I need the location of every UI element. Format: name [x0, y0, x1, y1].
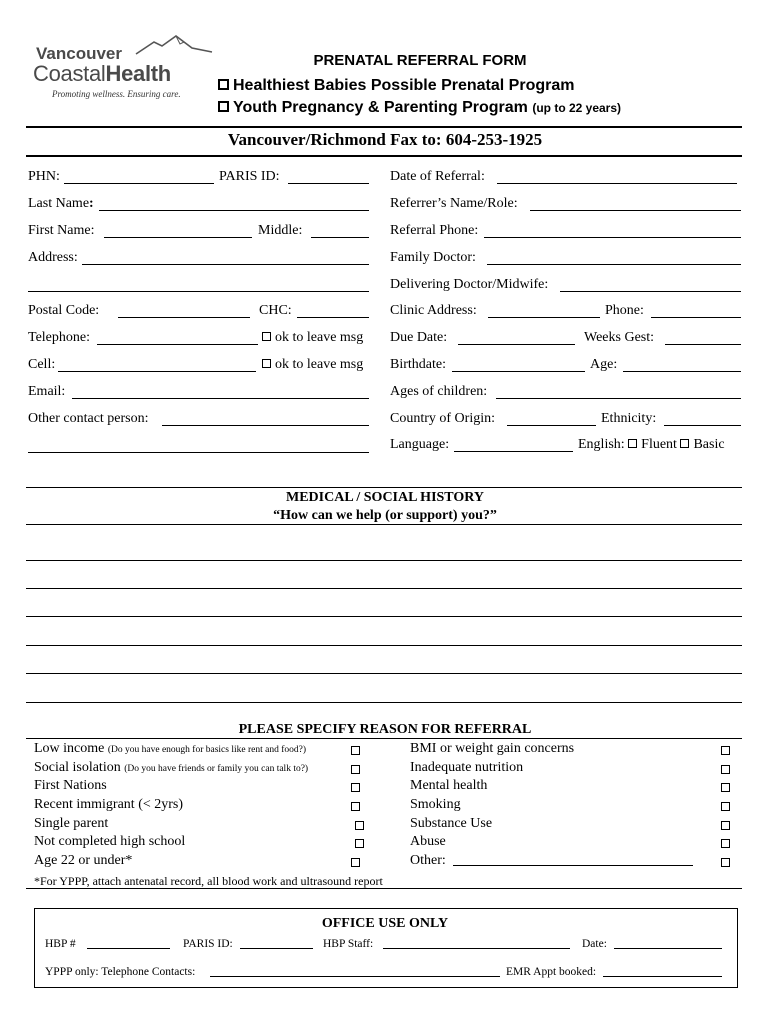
checkbox-reason[interactable] [721, 746, 730, 755]
reason-label: First Nations [34, 778, 107, 793]
phn-field[interactable] [64, 183, 214, 184]
yppp-field[interactable] [210, 976, 500, 977]
checkbox-reason[interactable] [721, 783, 730, 792]
country-field[interactable] [507, 425, 596, 426]
telephone-label: Telephone: [28, 330, 90, 345]
program-hbp [218, 77, 574, 95]
last-name-field[interactable] [99, 210, 369, 211]
family-doctor-label: Family Doctor: [390, 250, 476, 265]
reason-label: Age 22 or under* [34, 853, 133, 868]
reasons-title: PLEASE SPECIFY REASON FOR REFERRAL [238, 722, 532, 737]
checkbox-reason[interactable] [351, 858, 360, 867]
last-name-colon: : [89, 196, 94, 211]
reason-left-item [34, 834, 185, 850]
referrer-field[interactable] [530, 210, 741, 211]
postal-code-field[interactable] [118, 317, 250, 318]
emr-field[interactable] [603, 976, 722, 977]
checkbox-reason[interactable] [351, 783, 360, 792]
cell-field[interactable] [58, 371, 256, 372]
logo-health: Health [105, 61, 171, 86]
address-label: Address: [28, 250, 78, 265]
ok-msg-label: ok to leave msg [275, 330, 364, 345]
cell-label: Cell: [28, 357, 56, 372]
telephone-field[interactable] [97, 344, 258, 345]
phn-label: PHN: [28, 169, 60, 184]
address-field[interactable] [82, 264, 369, 265]
age-label: Age: [590, 357, 618, 372]
checkbox-cell-msg[interactable] [262, 359, 271, 368]
checkbox-reason[interactable] [351, 765, 360, 774]
ethnicity-field[interactable] [664, 425, 741, 426]
reason-label: Recent immigrant (< 2yrs) [34, 797, 184, 812]
checkbox-reason[interactable] [351, 746, 360, 755]
age-field[interactable] [623, 371, 741, 372]
last-name-text: Last Name [28, 196, 90, 211]
reason-note: (Do you have friends or family you can talk to?) [124, 764, 309, 774]
yppp-label: YPPP only: Telephone Contacts: [45, 966, 196, 978]
reason-right-item: BMI or weight gain concerns [410, 741, 575, 756]
divider [26, 738, 742, 739]
reason-right-item: Mental health [410, 778, 488, 793]
first-name-field[interactable] [104, 237, 252, 238]
history-title: MEDICAL / SOCIAL HISTORY [285, 490, 485, 505]
weeks-gest-field[interactable] [665, 344, 741, 345]
form-title: PRENATAL REFERRAL FORM [313, 52, 527, 69]
ethnicity-label: Ethnicity: [601, 411, 657, 426]
hbp-label: HBP # [45, 938, 76, 950]
emr-label: EMR Appt booked: [506, 966, 597, 978]
checkbox-reason[interactable] [721, 765, 730, 774]
checkbox-reason[interactable] [351, 802, 360, 811]
middle-field[interactable] [311, 237, 369, 238]
staff-label: HBP Staff: [323, 938, 374, 950]
reason-left-item [34, 741, 306, 758]
checkbox-reason[interactable] [721, 839, 730, 848]
staff-field[interactable] [383, 948, 570, 949]
program-yppp-note: (up to 22 years) [532, 101, 622, 115]
referral-phone-field[interactable] [484, 237, 741, 238]
reason-note: (Do you have enough for basics like rent and food?) [107, 745, 306, 755]
ages-children-field[interactable] [496, 398, 741, 399]
clinic-address-field[interactable] [488, 317, 600, 318]
reason-label: Low income [34, 741, 105, 756]
history-subtitle: “How can we help (or support) you?” [273, 508, 497, 523]
reason-left-item [34, 797, 183, 813]
due-date-field[interactable] [458, 344, 575, 345]
program-hbp-label: Healthiest Babies Possible Prenatal Program [233, 77, 575, 94]
ok-msg-label: ok to leave msg [275, 357, 364, 372]
logo-coastal: Coastal [33, 61, 106, 86]
reason-label: Single parent [34, 816, 109, 831]
english-label: English: [578, 437, 625, 452]
fax-number: Vancouver/Richmond Fax to: 604-253-1925 [227, 130, 543, 149]
last-name-label [28, 196, 94, 212]
history-line[interactable] [26, 616, 742, 617]
checkbox-reason[interactable] [721, 821, 730, 830]
phone-label: Phone: [605, 303, 644, 318]
delivering-label: Delivering Doctor/Midwife: [390, 277, 549, 292]
history-line[interactable] [26, 673, 742, 674]
history-line[interactable] [26, 560, 742, 561]
history-line[interactable] [26, 588, 742, 589]
paris-office-field[interactable] [240, 948, 313, 949]
history-line[interactable] [26, 645, 742, 646]
fluent-label: Fluent [641, 437, 677, 452]
clinic-address-label: Clinic Address: [390, 303, 477, 318]
birthdate-label: Birthdate: [390, 357, 446, 372]
reason-right-item: Other: [410, 853, 446, 868]
program-yppp-label: Youth Pregnancy & Parenting Program [233, 99, 528, 116]
divider [26, 487, 742, 488]
history-line[interactable] [26, 524, 742, 525]
cell-ok-msg [262, 357, 363, 373]
reason-right-item: Abuse [410, 834, 446, 849]
office-date-field[interactable] [614, 948, 722, 949]
middle-label: Middle: [258, 223, 303, 238]
reason-left-item [34, 853, 132, 869]
other-contact-label: Other contact person: [28, 411, 149, 426]
chc-label: CHC: [259, 303, 292, 318]
english-options [578, 437, 725, 453]
basic-label: Basic [693, 437, 725, 452]
date-referral-field[interactable] [497, 183, 737, 184]
address-field-line2[interactable] [28, 291, 369, 292]
delivering-field[interactable] [560, 291, 741, 292]
email-field[interactable] [72, 398, 369, 399]
divider [26, 155, 742, 157]
reason-right-item: Smoking [410, 797, 461, 812]
reason-label: Not completed high school [34, 834, 186, 849]
weeks-gest-label: Weeks Gest: [584, 330, 655, 345]
family-doctor-field[interactable] [487, 264, 741, 265]
checkbox-fluent[interactable] [628, 439, 637, 448]
checkbox-reason[interactable] [721, 858, 730, 867]
reason-right-item: Substance Use [410, 816, 493, 831]
logo-tagline: Promoting wellness. Ensuring care. [52, 89, 181, 99]
date-referral-label: Date of Referral: [390, 169, 485, 184]
history-line[interactable] [26, 702, 742, 703]
ages-children-label: Ages of children: [390, 384, 488, 399]
telephone-ok-msg [262, 330, 363, 346]
country-label: Country of Origin: [390, 411, 495, 426]
divider [26, 888, 742, 889]
phone-field[interactable] [651, 317, 741, 318]
office-title: OFFICE USE ONLY [321, 916, 449, 931]
hbp-field[interactable] [87, 948, 170, 949]
reason-label: Social isolation [34, 760, 121, 775]
reason-left-item [34, 760, 308, 777]
reason-left-item [34, 816, 108, 832]
reason-right-item: Inadequate nutrition [410, 760, 524, 775]
chc-field[interactable] [297, 317, 369, 318]
checkbox-telephone-msg[interactable] [262, 332, 271, 341]
referral-phone-label: Referral Phone: [390, 223, 479, 238]
email-label: Email: [28, 384, 66, 399]
program-yppp [218, 99, 621, 117]
other-reason-field[interactable] [453, 865, 693, 866]
first-name-label: First Name: [28, 223, 95, 238]
checkbox-basic[interactable] [680, 439, 689, 448]
reasons-footnote: *For YPPP, attach antenatal record, all blood work and ultrasound report [34, 874, 383, 888]
checkbox-yppp[interactable] [218, 101, 229, 112]
reason-left-item [34, 778, 107, 794]
language-label: Language: [390, 437, 450, 452]
paris-id-field[interactable] [288, 183, 369, 184]
paris-id-label: PARIS ID: [219, 169, 280, 184]
other-contact-field-line2[interactable] [28, 452, 369, 453]
referrer-label: Referrer’s Name/Role: [390, 196, 518, 211]
checkbox-hbp[interactable] [218, 79, 229, 90]
birthdate-field[interactable] [452, 371, 585, 372]
checkbox-reason[interactable] [355, 821, 364, 830]
paris-office-label: PARIS ID: [183, 938, 233, 950]
checkbox-reason[interactable] [355, 839, 364, 848]
due-date-label: Due Date: [390, 330, 448, 345]
other-contact-field[interactable] [162, 425, 369, 426]
language-field[interactable] [454, 451, 573, 452]
divider [26, 126, 742, 128]
office-date-label: Date: [582, 938, 607, 950]
checkbox-reason[interactable] [721, 802, 730, 811]
logo-line1: Vancouver [36, 44, 122, 63]
postal-code-label: Postal Code: [28, 303, 100, 318]
